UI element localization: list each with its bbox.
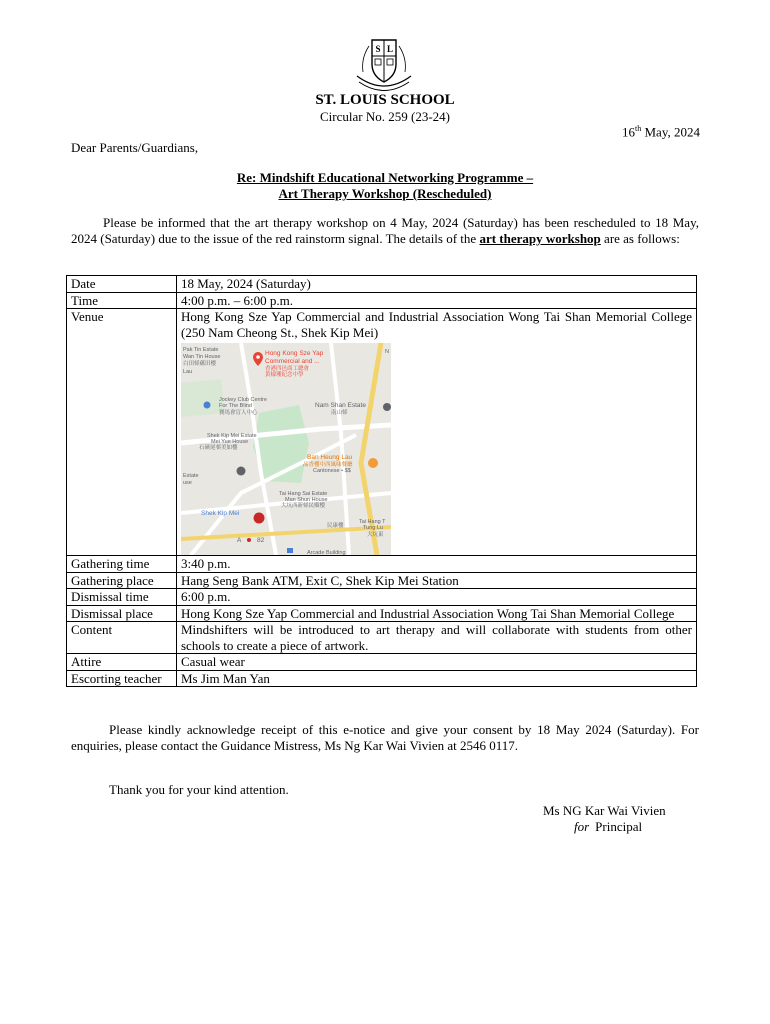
intro-emphasis: art therapy workshop	[479, 231, 601, 246]
map-label: Pak Tin Estate	[183, 347, 219, 353]
row-value: Hang Seng Bank ATM, Exit C, Shek Kip Mei Station	[177, 572, 697, 589]
mtr-station-icon	[254, 513, 265, 524]
table-row	[67, 622, 697, 654]
date-suffix: th	[635, 124, 642, 133]
table-row	[67, 670, 697, 687]
map-label: Jockey Club Centre	[219, 397, 267, 403]
map-label: Wan Tin House	[183, 354, 221, 360]
restaurant-icon	[368, 458, 378, 468]
pin-dot	[256, 355, 260, 359]
map-label: A	[237, 537, 242, 544]
map-label: Commercial and ...	[265, 358, 320, 365]
table-row	[67, 309, 697, 556]
poi-icon	[383, 403, 391, 411]
circular-number: Circular No. 259 (23-24)	[320, 109, 450, 124]
row-label: Gathering time	[67, 556, 177, 573]
row-value: Hong Kong Sze Yap Commercial and Industrial Association Wong Tai Shan Memorial College	[177, 605, 697, 622]
map-label: Arcade Building	[307, 550, 346, 555]
map-label: Ban Heung Lau	[307, 454, 353, 461]
table-row	[67, 556, 697, 573]
map-label: 南山邨	[331, 410, 348, 416]
map-label: use	[183, 480, 192, 486]
row-value: 6:00 p.m.	[177, 589, 697, 606]
map-label: 黃棣珊紀念中學	[265, 372, 304, 378]
map-label: Hong Kong Sze Yap	[265, 350, 324, 357]
map-label: Tai Hang Sai Estate	[279, 491, 328, 497]
date-rest: May, 2024	[644, 124, 700, 140]
row-label: Date	[67, 276, 177, 293]
map-label: 82	[257, 537, 265, 544]
map-label: 香港四邑商工總會	[265, 366, 310, 372]
row-value: Ms Jim Man Yan	[177, 670, 697, 687]
row-label: Venue	[67, 309, 177, 556]
table-row	[67, 292, 697, 309]
consent-paragraph: Please kindly acknowledge receipt of this e-notice and give your consent by 18 May 2024 (Saturday). For enquiries, please contact the Guidance Mistress, Ms Ng Kar Wai Vivien at 2546 0117.	[71, 722, 699, 753]
map-label: Estate	[183, 473, 199, 479]
row-value: Hong Kong Sze Yap Commercial and Industrial Association Wong Tai Shan Memorial College (250 Nam Cheong St., Shek Kip Mei)	[181, 309, 692, 340]
map-label: Man Shun House	[285, 497, 328, 503]
map-label: Lau	[183, 369, 193, 375]
role-title: Principal	[595, 819, 643, 834]
row-label: Dismissal place	[67, 605, 177, 622]
map-label: Nam Shan Estate	[315, 402, 366, 409]
closing-line: Thank you for your kind attention.	[109, 782, 289, 797]
bus-stop-icon	[287, 548, 293, 553]
row-label: Attire	[67, 654, 177, 671]
poi-icon	[247, 538, 251, 542]
table-row	[67, 276, 697, 293]
date-day: 16	[622, 124, 636, 140]
details-table	[66, 275, 697, 687]
intro-paragraph	[71, 215, 699, 247]
map-label: 大坑西新邨民順樓	[281, 503, 326, 509]
map-label: Tung Lu	[363, 525, 383, 531]
map-label: Shek Kip Mei	[201, 510, 240, 517]
svg-text:L: L	[386, 44, 394, 54]
row-label: Time	[67, 292, 177, 309]
venue-map-image	[181, 343, 391, 555]
row-label: Content	[67, 622, 177, 654]
map-label: Mei Yue House	[211, 439, 249, 445]
school-name: ST. LOUIS SCHOOL	[315, 92, 455, 108]
subject-line-2: Art Therapy Workshop (Rescheduled)	[278, 186, 492, 201]
poi-icon	[204, 402, 211, 409]
signatory-role	[574, 819, 642, 835]
svg-text:S: S	[375, 44, 381, 54]
row-value: 18 May, 2024 (Saturday)	[177, 276, 697, 293]
table-row	[67, 654, 697, 671]
subject-line-1: Re: Mindshift Educational Networking Programme –	[236, 170, 534, 185]
map-label: For The Blind	[219, 403, 252, 409]
map-label: 石硤尾邨美如樓	[199, 445, 238, 451]
table-row	[67, 589, 697, 606]
role-prefix: for	[574, 819, 590, 834]
map-label: 大坑東	[367, 532, 384, 538]
poi-icon	[237, 467, 246, 476]
letter-date	[622, 124, 700, 140]
intro-text: Please be informed that the art therapy workshop on 4 May, 2024 (Saturday) has been rescheduled to 18 May, 2024 (Saturday) due to the issue of the red rainstorm signal. The details of the	[71, 215, 699, 246]
table-row	[67, 572, 697, 589]
row-value: Casual wear	[177, 654, 697, 671]
map-label: 品香樓中西風味餐廳	[303, 462, 353, 468]
map-label: Tai Hang T	[359, 519, 386, 525]
row-label: Dismissal time	[67, 589, 177, 606]
subject-heading	[71, 170, 699, 202]
map-label: 民康樓	[327, 523, 344, 529]
map-label: Cantonese • $$	[313, 468, 351, 474]
table-row	[67, 605, 697, 622]
map-label: 賽馬會盲人中心	[219, 410, 258, 416]
map-label: 白田邨蘊田樓	[183, 361, 217, 367]
row-label: Gathering place	[67, 572, 177, 589]
venue-cell	[177, 309, 697, 556]
school-crest-logo	[349, 36, 419, 92]
row-value: 3:40 p.m.	[177, 556, 697, 573]
row-label: Escorting teacher	[67, 670, 177, 687]
row-value: Mindshifters will be introduced to art therapy and will collaborate with students from other schools to create a piece of artwork.	[177, 622, 697, 654]
map-label: Shek Kip Mei Estate	[207, 433, 257, 439]
intro-end: are as follows:	[600, 231, 680, 246]
map-label: N	[385, 349, 389, 355]
row-value: 4:00 p.m. – 6:00 p.m.	[177, 292, 697, 309]
salutation: Dear Parents/Guardians,	[71, 140, 199, 155]
signatory-name: Ms NG Kar Wai Vivien	[543, 803, 666, 818]
